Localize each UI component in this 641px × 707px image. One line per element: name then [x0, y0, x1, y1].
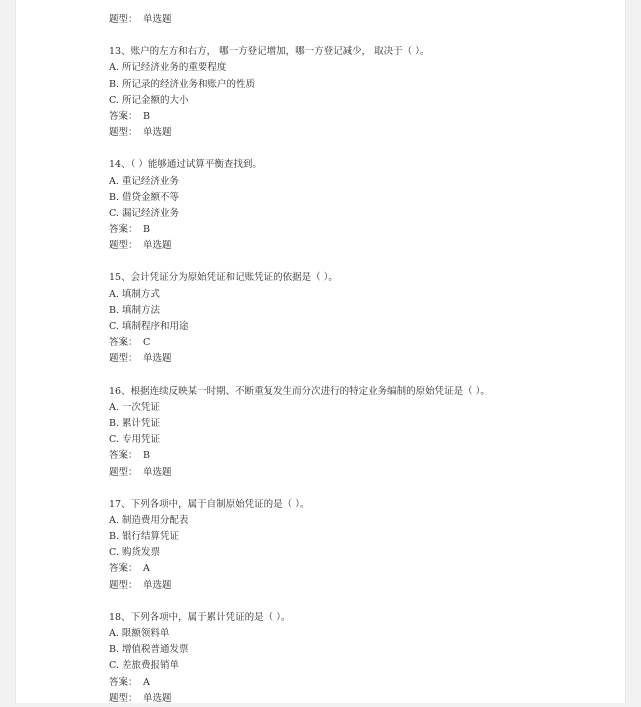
answer-label: 答案：: [109, 676, 138, 688]
answer-line: [109, 335, 615, 351]
question-title: 15、会计凭证分为原始凭证和记账凭证的依据是（ ）。: [109, 272, 338, 284]
type-line: [109, 578, 615, 594]
option-b: B. 银行结算凭证: [109, 531, 180, 543]
document-page: [15, 0, 626, 703]
option-c: C. 专用凭证: [109, 434, 160, 446]
option-b: B. 借贷金额不等: [109, 191, 180, 203]
type-value: 单选题: [143, 692, 172, 704]
option-b: B. 累计凭证: [109, 417, 161, 429]
question-18: [109, 610, 615, 707]
option-c: C. 漏记经济业务: [109, 207, 179, 219]
type-label: 题型：: [109, 466, 138, 478]
question-14: [109, 157, 615, 254]
type-value: 单选题: [143, 14, 172, 25]
answer-value: A: [143, 563, 150, 575]
answer-value: B: [143, 224, 150, 236]
question-15: [109, 270, 615, 367]
answer-value: B: [143, 110, 150, 122]
type-value: 单选题: [143, 127, 172, 139]
type-line: [109, 691, 615, 707]
answer-value: C: [143, 337, 151, 349]
option-a: A. 填制方式: [109, 288, 160, 300]
option-b: B. 增值税普通发票: [109, 644, 189, 656]
top-question-type: [109, 12, 615, 28]
type-label: 题型：: [109, 127, 138, 139]
answer-label: 答案：: [109, 110, 138, 122]
type-label: 题型：: [109, 14, 138, 25]
option-c: C. 所记金额的大小: [109, 94, 189, 106]
type-value: 单选题: [143, 579, 172, 591]
option-a: A. 重记经济业务: [109, 175, 179, 187]
type-line: [109, 465, 615, 481]
question-13: [109, 44, 615, 141]
question-title: 18、下列各项中，属于累计凭证的是（ ）。: [109, 611, 291, 623]
type-label: 题型：: [109, 353, 138, 365]
document-content: [109, 12, 615, 707]
question-17: [109, 497, 615, 594]
option-a: A. 所记经济业务的重要程度: [109, 62, 227, 74]
question-title: 14、（ ）能够通过试算平衡查找到。: [109, 159, 262, 171]
answer-line: [109, 448, 615, 464]
option-c: C. 差旅费报销单: [109, 660, 179, 672]
question-title: 13、账户的左方和右方， 哪一方登记增加，哪一方登记减少， 取决于（ ）。: [109, 46, 430, 58]
question-title: 16、根据连续反映某一时期、不断重复发生而分次进行的特定业务编制的原始凭证是（ ）。: [109, 385, 490, 397]
answer-label: 答案：: [109, 563, 138, 575]
question-title: 17、下列各项中，属于自制原始凭证的是（ ）。: [109, 498, 310, 510]
type-label: 题型：: [109, 692, 138, 704]
type-label: 题型：: [109, 579, 138, 591]
answer-value: B: [143, 450, 150, 462]
option-b: B. 所记录的经济业务和账户的性质: [109, 78, 256, 90]
type-value: 单选题: [143, 240, 172, 252]
type-value: 单选题: [143, 466, 172, 478]
answer-label: 答案：: [109, 450, 138, 462]
answer-line: [109, 109, 615, 125]
option-a: A. 限额领料单: [109, 628, 170, 639]
answer-label: 答案：: [109, 337, 138, 349]
option-a: A. 一次凭证: [109, 401, 160, 413]
type-line: [109, 351, 615, 367]
answer-label: 答案：: [109, 224, 138, 236]
answer-line: [109, 561, 615, 577]
option-c: C. 购货发票: [109, 547, 160, 559]
answer-value: A: [143, 676, 150, 688]
answer-line: [109, 675, 615, 691]
type-label: 题型：: [109, 240, 138, 252]
answer-line: [109, 222, 615, 238]
option-b: B. 填制方法: [109, 304, 161, 316]
type-line: [109, 238, 615, 254]
option-a: A. 制造费用分配表: [109, 514, 189, 526]
question-16: [109, 384, 615, 481]
option-c: C. 填制程序和用途: [109, 321, 189, 332]
type-line: [109, 125, 615, 141]
type-value: 单选题: [143, 353, 172, 365]
